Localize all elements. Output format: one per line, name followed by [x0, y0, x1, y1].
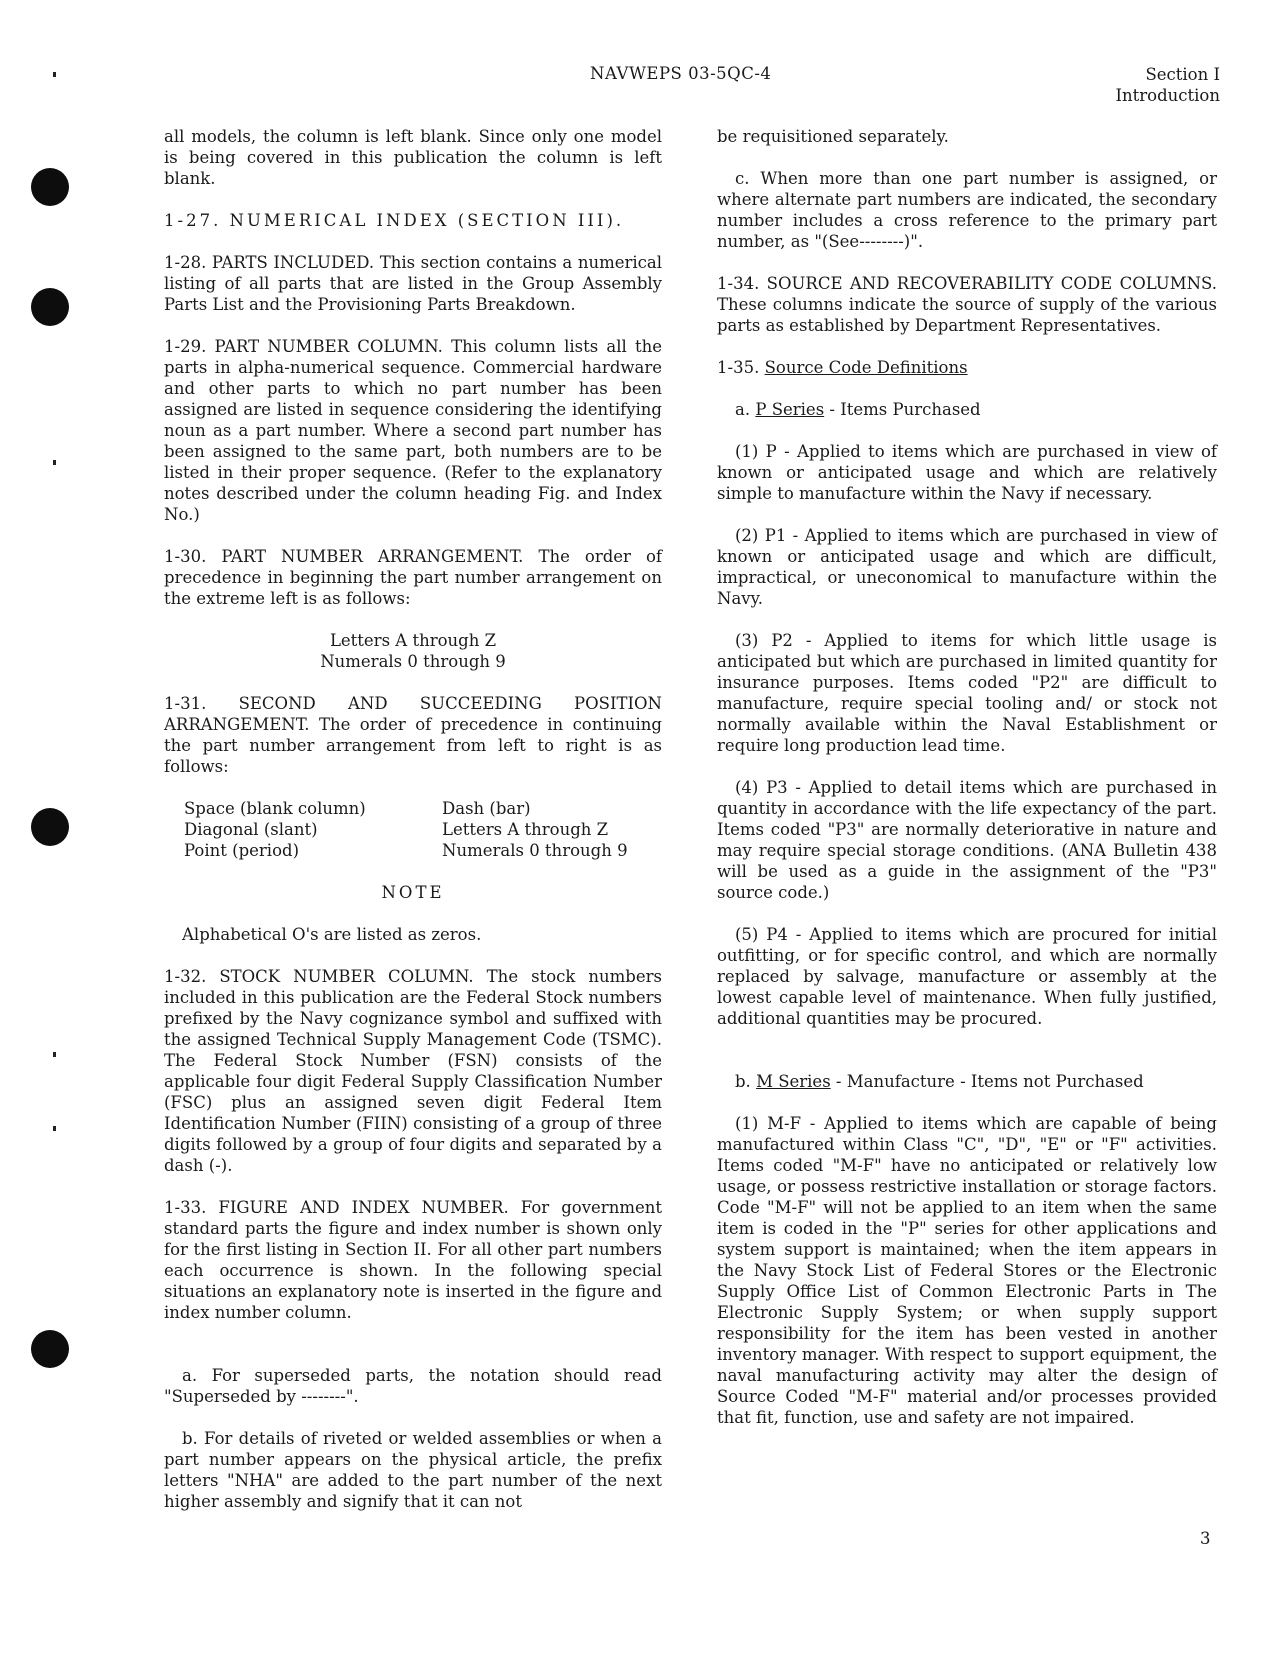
paragraph-1-33: 1-33. FIGURE AND INDEX NUMBER. For government standard parts the figure and index number is shown only for the first listing in Section II. For all other part numbers each occurrence is shown. In the following special situations an explanatory note is inserted in the figure and index number column. — [164, 1198, 662, 1322]
paragraph-continued: be requisitioned separately. — [717, 127, 949, 146]
margin-mark — [53, 1052, 56, 1057]
binder-hole — [31, 1330, 69, 1368]
binder-hole — [31, 168, 69, 206]
paragraph-1-31: 1-31. SECOND AND SUCCEEDING POSITION ARRANGEMENT. The order of precedence in continuing the part number arrangement from left to right is as follows: — [164, 694, 662, 776]
list-item: Letters A through Z — [442, 820, 609, 839]
subheading-rest: - Manufacture - Items not Purchased — [835, 1072, 1144, 1091]
right-column — [717, 126, 1217, 1449]
heading-1-35 — [717, 357, 1217, 378]
paragraph-1-34: 1-34. SOURCE AND RECOVERABILITY CODE COLUMNS. These columns indicate the source of supply of the various parts as established by Department Representatives. — [717, 274, 1217, 335]
margin-mark — [53, 1126, 56, 1131]
paragraph-p1: (2) P1 - Applied to items which are purchased in view of known or anticipated usage and which are difficult, impractical, or uneconomical to manufacture within the Navy. — [717, 526, 1217, 608]
heading-text: Source Code Definitions — [764, 358, 968, 377]
binder-hole — [31, 288, 69, 326]
left-column — [164, 126, 662, 1533]
page-number: 3 — [1200, 1529, 1211, 1548]
binder-hole — [31, 808, 69, 846]
subheading-rest: - Items Purchased — [829, 400, 981, 419]
paragraph-p4: (5) P4 - Applied to items which are procured for initial outfitting, or for specific control, and which are normally replaced by salvage, manufacture or assembly at the lowest capable level of maintenance. When fully justified, additional quantities may be procured. — [717, 925, 1217, 1028]
paragraph-1-28: 1-28. PARTS INCLUDED. This section contains a numerical listing of all parts that are listed in the Group Assembly Parts List and the Provisioning Parts Breakdown. — [164, 253, 662, 314]
paragraph-1-32: 1-32. STOCK NUMBER COLUMN. The stock numbers included in this publication are the Federal Stock numbers prefixed by the Navy cognizance symbol and suffixed with the assigned Technical Supply Management Code (TSMC). The Federal Stock Number (FSN) consists of the applicable four digit Federal Supply Classification Number (FSC) plus an assigned seven digit Federal Item Identification Number (FIIN) consisting of a group of three digits followed by a group of four digits and separated by a dash (-). — [164, 967, 662, 1175]
list-item: Diagonal (slant) — [184, 820, 318, 839]
list-column-2 — [442, 798, 662, 861]
paragraph-c: c. When more than one part number is assigned, or where alternate part numbers are indicated, the secondary number includes a cross reference to the primary part number, as "(See--------)". — [717, 169, 1217, 251]
section-header — [1060, 64, 1220, 106]
heading-number: 1-35. — [717, 358, 760, 377]
paragraph-continued: all models, the column is left blank. Since only one model is being covered in this publication the column is left blank. — [164, 127, 662, 188]
document-id: NAVWEPS 03-5QC-4 — [590, 64, 772, 83]
note-title: NOTE — [381, 883, 445, 902]
list-item: Dash (bar) — [442, 799, 531, 818]
section-title: Introduction — [1115, 86, 1220, 105]
list-item: Numerals 0 through 9 — [442, 841, 628, 860]
position-arrangement-list — [164, 798, 662, 861]
list-item: Numerals 0 through 9 — [320, 652, 506, 671]
subheading-underlined: P Series — [755, 400, 825, 419]
subheading-label: a. — [735, 400, 751, 419]
subheading-m-series — [717, 1071, 1217, 1092]
paragraph-b: b. For details of riveted or welded assemblies or when a part number appears on the physical article, the prefix letters "NHA" are added to the part number of the next higher assembly and signify that it can not — [164, 1429, 662, 1511]
paragraph-1-29: 1-29. PART NUMBER COLUMN. This column lists all the parts in alpha-numerical sequence. Commercial hardware and other parts to which no part number has been assigned are listed in sequence considering the identifying noun as a part number. Where a second part number has been assigned to the same part, both numbers are to be listed in their proper sequence. (Refer to the explanatory notes described under the column heading Fig. and Index No.) — [164, 337, 662, 524]
subheading-p-series — [717, 399, 1217, 420]
subheading-label: b. — [735, 1072, 751, 1091]
note-text: Alphabetical O's are listed as zeros. — [182, 925, 482, 944]
margin-mark — [53, 460, 56, 465]
section-label: Section I — [1145, 65, 1220, 84]
paragraph-p3: (4) P3 - Applied to detail items which are purchased in quantity in accordance with the life expectancy of the part. Items coded "P3" are normally deteriorative in nature and may require special storage conditions. (ANA Bulletin 438 will be used as a guide in the assignment of the "P3" source code.) — [717, 778, 1217, 902]
list-item: Letters A through Z — [329, 631, 497, 650]
paragraph-m-f: (1) M-F - Applied to items which are capable of being manufactured within Class "C", "D", "E" or "F" activities. Items coded "M-F" have no anticipated or relatively low usage, or possess restrictive installation or storage factors. Code "M-F" will not be applied to an item when the same item is coded in the "P" series for other applications and system support is maintained; when the item appears in the Navy Stock List of Federal Stores or the Electronic Supply Office List of Common Electronic Parts in The Electronic Supply System; or when supply support responsibility for the item has been vested in another inventory manager. With respect to support equipment, the naval manufacturing activity may alter the design of Source Coded "M-F" material and/or processes provided that fit, function, use and safety are not impaired. — [717, 1114, 1217, 1427]
paragraph-p2: (3) P2 - Applied to items for which little usage is anticipated but which are purchased in limited quantity for insurance purposes. Items coded "P2" are difficult to manufacture, require special tooling and/ or stock not normally available within the Naval Establishment or require long production lead time. — [717, 631, 1217, 755]
list-column-1 — [164, 798, 442, 861]
list-item: Point (period) — [184, 841, 300, 860]
arrangement-list — [164, 630, 662, 672]
paragraph-a: a. For superseded parts, the notation should read "Superseded by --------". — [164, 1366, 662, 1406]
heading-1-27: 1-27. NUMERICAL INDEX (SECTION III). — [164, 211, 625, 230]
paragraph-1-30: 1-30. PART NUMBER ARRANGEMENT. The order of precedence in beginning the part number arrangement on the extreme left is as follows: — [164, 547, 662, 608]
subheading-underlined: M Series — [756, 1072, 831, 1091]
list-item: Space (blank column) — [184, 799, 366, 818]
margin-mark — [53, 72, 56, 77]
paragraph-p: (1) P - Applied to items which are purchased in view of known or anticipated usage and which are relatively simple to manufacture within the Navy if necessary. — [717, 442, 1217, 503]
